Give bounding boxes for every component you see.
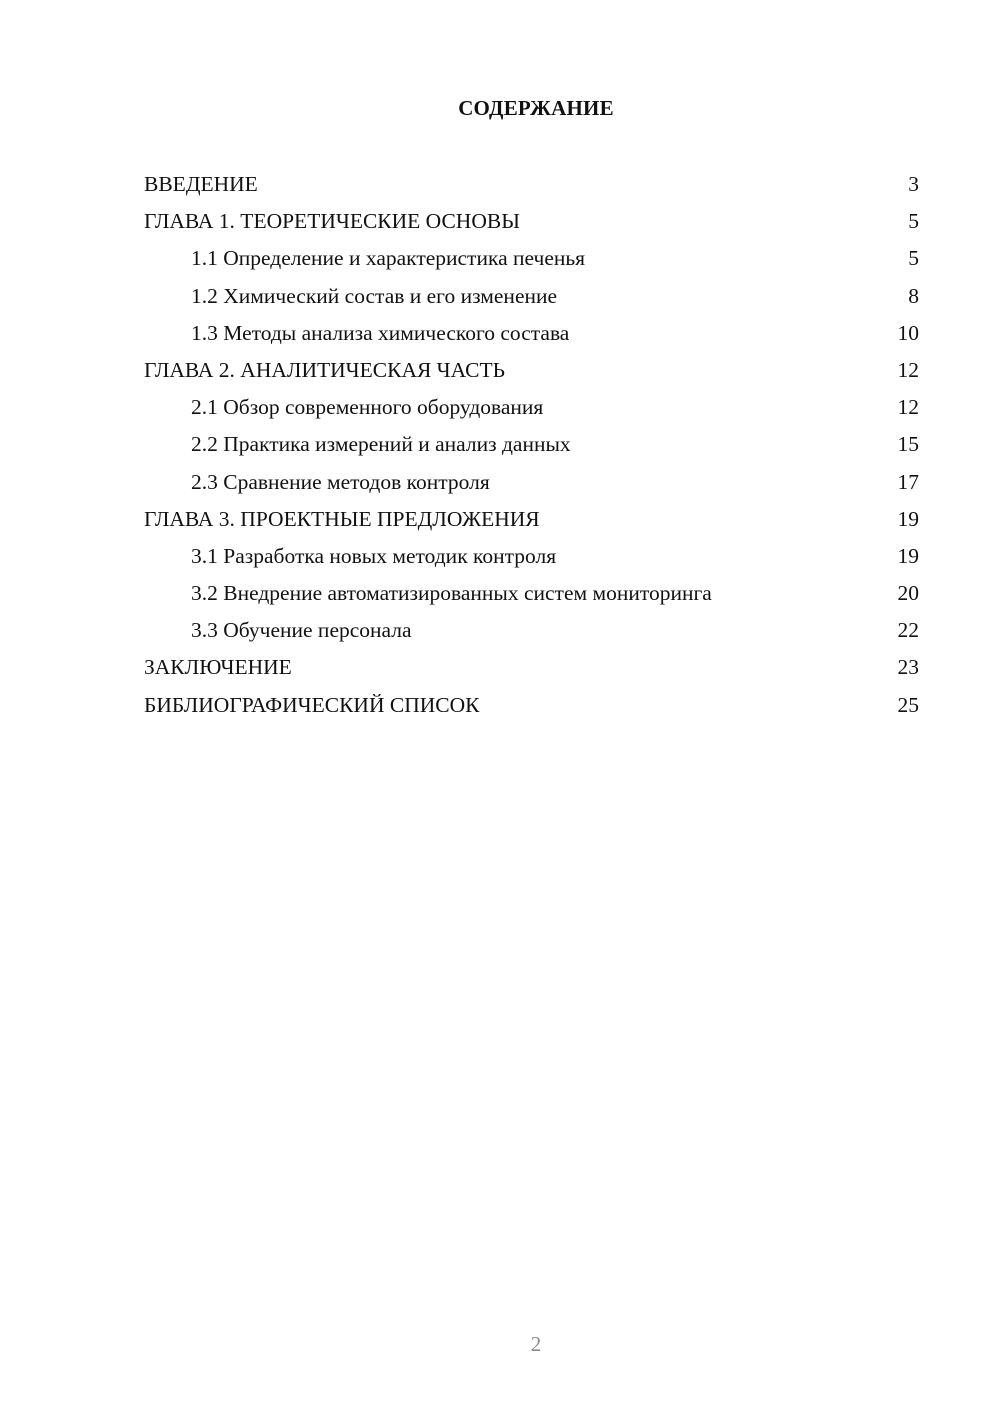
toc-entry-label: 3.2 Внедрение автоматизированных систем мониторинга (191, 581, 712, 606)
toc-entry-chapter-2[interactable] (144, 355, 919, 392)
page-number: 2 (530, 1332, 542, 1356)
toc-title: СОДЕРЖАНИЕ (458, 96, 614, 120)
toc-entry-label: 2.3 Сравнение методов контроля (191, 469, 490, 494)
toc-entry-chapter-3[interactable] (144, 504, 919, 541)
toc-entry-conclusion[interactable] (144, 652, 919, 689)
toc-entry-page: 22 (897, 618, 919, 643)
toc-entry-page: 20 (897, 581, 919, 606)
toc-entry-page: 19 (897, 543, 919, 568)
toc-entry-section-2-2[interactable] (144, 429, 919, 466)
toc-entry-chapter-1[interactable] (144, 206, 919, 243)
toc-entry-label: 1.2 Химический состав и его изменение (191, 283, 558, 308)
toc-entry-page: 12 (897, 357, 919, 382)
toc-entry-section-2-1[interactable] (144, 392, 919, 429)
toc-entry-page: 3 (908, 172, 919, 196)
toc-entry-section-3-1[interactable] (144, 541, 919, 578)
toc-entry-label: 2.2 Практика измерений и анализ данных (191, 432, 571, 457)
toc-entry-section-1-3[interactable] (144, 318, 919, 355)
toc-entry-label: 1.1 Определение и характеристика печенья (191, 246, 586, 271)
toc-entry-section-1-1[interactable] (144, 243, 919, 280)
toc-entry-page: 8 (908, 283, 919, 308)
toc-entry-page: 19 (897, 506, 919, 531)
toc-entry-label: БИБЛИОГРАФИЧЕСКИЙ СПИСОК (144, 692, 480, 717)
toc-entry-label: 1.3 Методы анализа химического состава (191, 320, 570, 345)
toc-entry-label: ВВЕДЕНИЕ (144, 172, 258, 196)
toc-entry-label: 2.1 Обзор современного оборудования (191, 395, 544, 420)
toc-entry-page: 12 (897, 395, 919, 420)
toc-entry-introduction[interactable] (144, 169, 919, 206)
toc-entry-label: ГЛАВА 2. АНАЛИТИЧЕСКАЯ ЧАСТЬ (144, 357, 505, 382)
toc-entry-section-1-2[interactable] (144, 281, 919, 318)
toc-entry-label: 3.3 Обучение персонала (191, 618, 412, 643)
toc-entry-label: ЗАКЛЮЧЕНИЕ (144, 655, 292, 680)
toc-entry-page: 10 (897, 320, 919, 345)
toc-entry-page: 25 (897, 692, 919, 717)
table-of-contents (144, 169, 919, 727)
toc-entry-bibliography[interactable] (144, 690, 919, 727)
toc-entry-page: 15 (897, 432, 919, 457)
toc-entry-page: 5 (908, 209, 919, 234)
toc-entry-page: 5 (908, 246, 919, 271)
toc-entry-section-3-3[interactable] (144, 615, 919, 652)
toc-entry-page: 23 (897, 655, 919, 680)
toc-entry-label: 3.1 Разработка новых методик контроля (191, 543, 557, 568)
toc-entry-label: ГЛАВА 3. ПРОЕКТНЫЕ ПРЕДЛОЖЕНИЯ (144, 506, 540, 531)
toc-entry-label: ГЛАВА 1. ТЕОРЕТИЧЕСКИЕ ОСНОВЫ (144, 209, 520, 234)
toc-entry-section-2-3[interactable] (144, 467, 919, 504)
toc-entry-page: 17 (897, 469, 919, 494)
toc-entry-section-3-2[interactable] (144, 578, 919, 615)
